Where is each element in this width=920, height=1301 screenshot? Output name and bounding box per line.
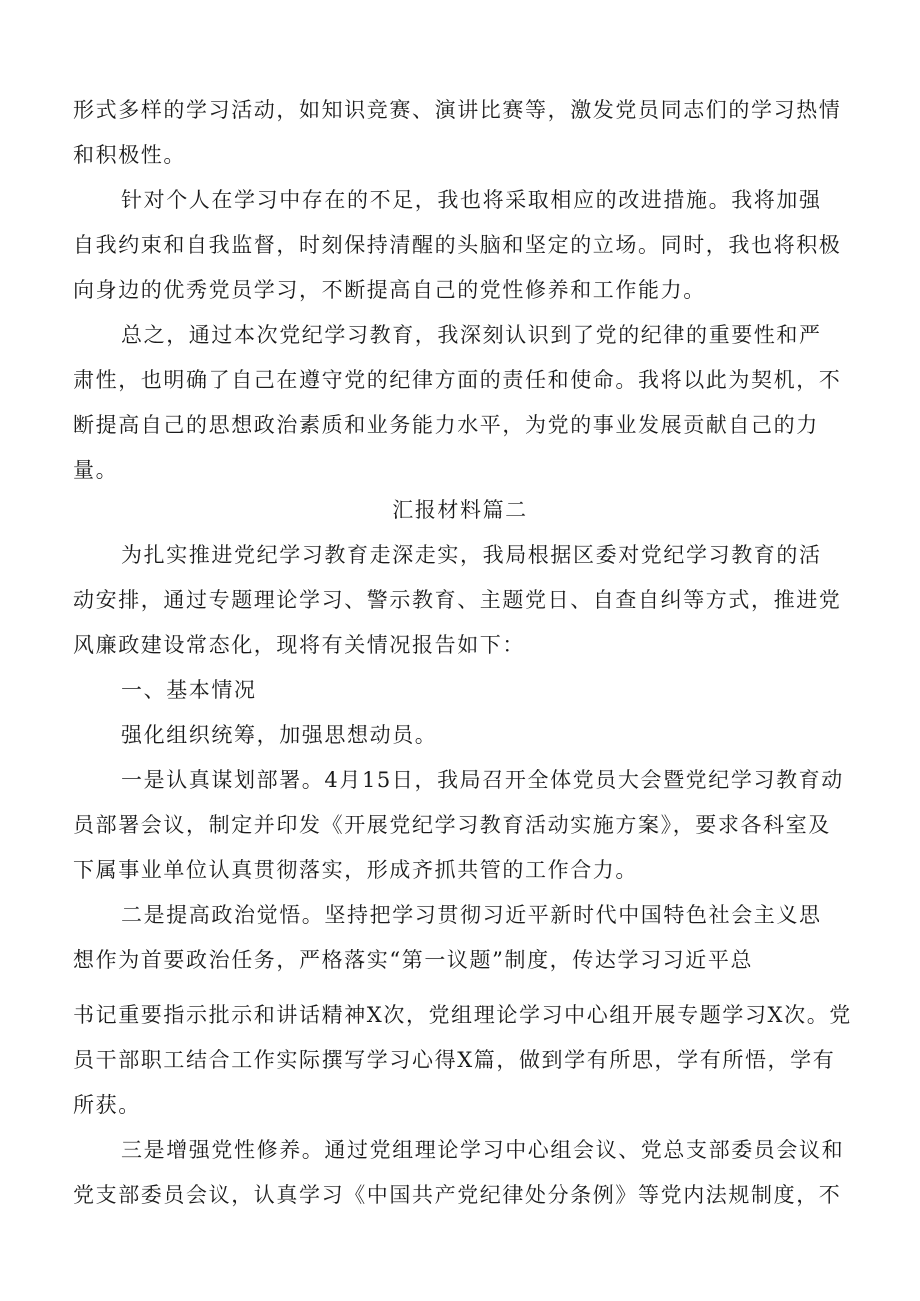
paragraph-line: 二是提高政治觉悟。坚持把学习贯彻习近平新时代中国特色社会主义思 [121, 903, 822, 927]
paragraph-line: 所获。 [73, 1093, 141, 1117]
paragraph-line: 想作为首要政治任务，严格落实“第一议题”制度，传达学习习近平总 [73, 948, 754, 972]
paragraph-line: 形式多样的学习活动，如知识竞赛、演讲比赛等，激发党员同志们的学习热情 [73, 98, 842, 122]
paragraph-line: 针对个人在学习中存在的不足，我也将采取相应的改进措施。我将加强 [121, 188, 822, 212]
paragraph-line: 风廉政建设常态化，现将有关情况报告如下： [73, 633, 525, 657]
subheading: 强化组织统筹，加强思想动员。 [121, 723, 438, 747]
paragraph-line: 一是认真谋划部署。4月15日，我局召开全体党员大会暨党纪学习教育动 [121, 768, 844, 792]
paragraph-line: 向身边的优秀党员学习，不断提高自己的党性修养和工作能力。 [73, 278, 706, 302]
paragraph-line: 下属事业单位认真贯彻落实，形成齐抓共管的工作合力。 [73, 858, 638, 882]
paragraph-line: 和积极性。 [73, 143, 186, 167]
paragraph-line: 肃性，也明确了自己在遵守党的纪律方面的责任和使命。我将以此为契机，不 [73, 368, 842, 392]
paragraph-line: 总之，通过本次党纪学习教育，我深刻认识到了党的纪律的重要性和严 [121, 323, 822, 347]
paragraph-line: 书记重要指示批示和讲话精神X次，党组理论学习中心组开展专题学习X次。党 [73, 1003, 852, 1027]
paragraph-line: 量。 [73, 458, 119, 482]
subheading: 一、基本情况 [121, 678, 257, 702]
paragraph-line: 三是增强党性修养。通过党组理论学习中心组会议、党总支部委员会议和 [121, 1138, 845, 1162]
paragraph-line: 党支部委员会议，认真学习《中国共产党纪律处分条例》等党内法规制度，不 [73, 1183, 842, 1207]
paragraph-line: 员干部职工结合工作实际撰写学习心得X篇，做到学有所思，学有所悟，学有 [73, 1048, 836, 1072]
paragraph-line: 动安排，通过专题理论学习、警示教育、主题党日、自查自纠等方式，推进党 [73, 588, 842, 612]
paragraph-line: 断提高自己的思想政治素质和业务能力水平，为党的事业发展贡献自己的力 [73, 413, 819, 437]
paragraph-line: 自我约束和自我监督，时刻保持清醒的头脑和坚定的立场。同时，我也将积极 [73, 233, 842, 257]
paragraph-line: 为扎实推进党纪学习教育走深走实，我局根据区委对党纪学习教育的活 [121, 543, 822, 567]
section-title: 汇报材料篇二 [392, 498, 528, 522]
paragraph-line: 员部署会议，制定并印发《开展党纪学习教育活动实施方案》，要求各科室及 [73, 813, 831, 837]
